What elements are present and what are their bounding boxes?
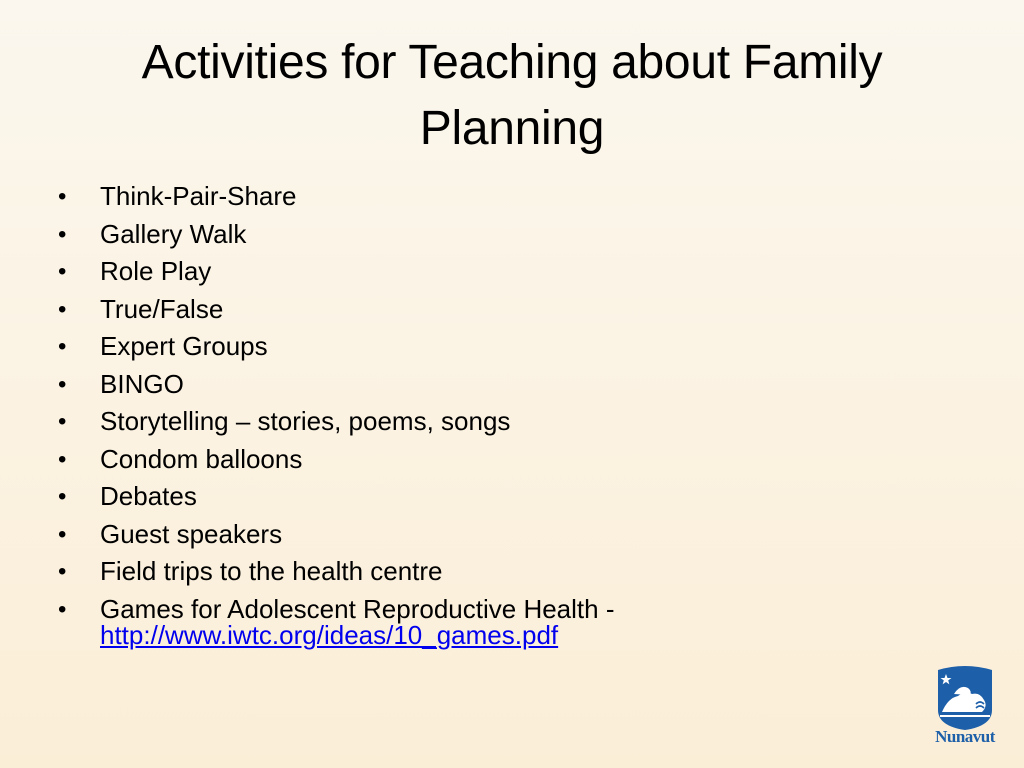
- bullet-item: [58, 591, 918, 649]
- bullet-item: [58, 253, 918, 291]
- bullet-text: Expert Groups: [100, 331, 268, 361]
- bullet-item: [58, 291, 918, 329]
- bullet-text: Storytelling – stories, poems, songs: [100, 406, 511, 436]
- bullet-text: Condom balloons: [100, 443, 303, 474]
- bullet-text: Debates: [100, 481, 197, 511]
- bullet-item: [58, 553, 918, 591]
- bullet-dot-icon: •: [58, 558, 67, 585]
- bullet-dot-icon: •: [58, 483, 67, 510]
- slide-title: Activities for Teaching about Family Planning: [141, 36, 883, 155]
- bullet-item: [58, 441, 918, 479]
- bullet-dot-icon: •: [58, 220, 67, 248]
- bullet-text: Gallery Walk: [100, 218, 247, 249]
- bullet-item: [58, 216, 918, 254]
- bullet-text: Field trips to the health centre: [100, 556, 443, 586]
- bullet-dot-icon: •: [58, 408, 67, 435]
- bullet-dot-icon: •: [58, 595, 67, 623]
- bullet-text: Think-Pair-Share: [100, 181, 297, 211]
- bullet-item: [58, 516, 918, 554]
- bullet-text: True/False: [100, 293, 224, 324]
- bullet-item: [58, 478, 918, 516]
- bullet-dot-icon: •: [58, 295, 67, 323]
- bullet-item: [58, 403, 918, 441]
- bullet-text: Guest speakers: [100, 518, 283, 549]
- bullet-dot-icon: •: [58, 258, 67, 285]
- bullet-dot-icon: •: [58, 333, 67, 360]
- bullet-dot-icon: •: [58, 183, 67, 210]
- bullet-text: BINGO: [100, 368, 184, 399]
- bullet-text: Role Play: [100, 256, 212, 286]
- bullet-item: [58, 328, 918, 366]
- bullet-item: [58, 178, 918, 216]
- bullet-item: [58, 366, 918, 404]
- bullet-list: [58, 178, 918, 648]
- bullet-dot-icon: •: [58, 370, 67, 398]
- bullet-dot-icon: •: [58, 520, 67, 548]
- bullet-text: Games for Adolescent Reproductive Health -: [100, 593, 615, 624]
- nunavut-wordmark: Nunavut: [935, 727, 995, 746]
- bullet-dot-icon: •: [58, 445, 67, 473]
- games-pdf-link[interactable]: http://www.iwtc.org/ideas/10_games.pdf: [100, 620, 559, 650]
